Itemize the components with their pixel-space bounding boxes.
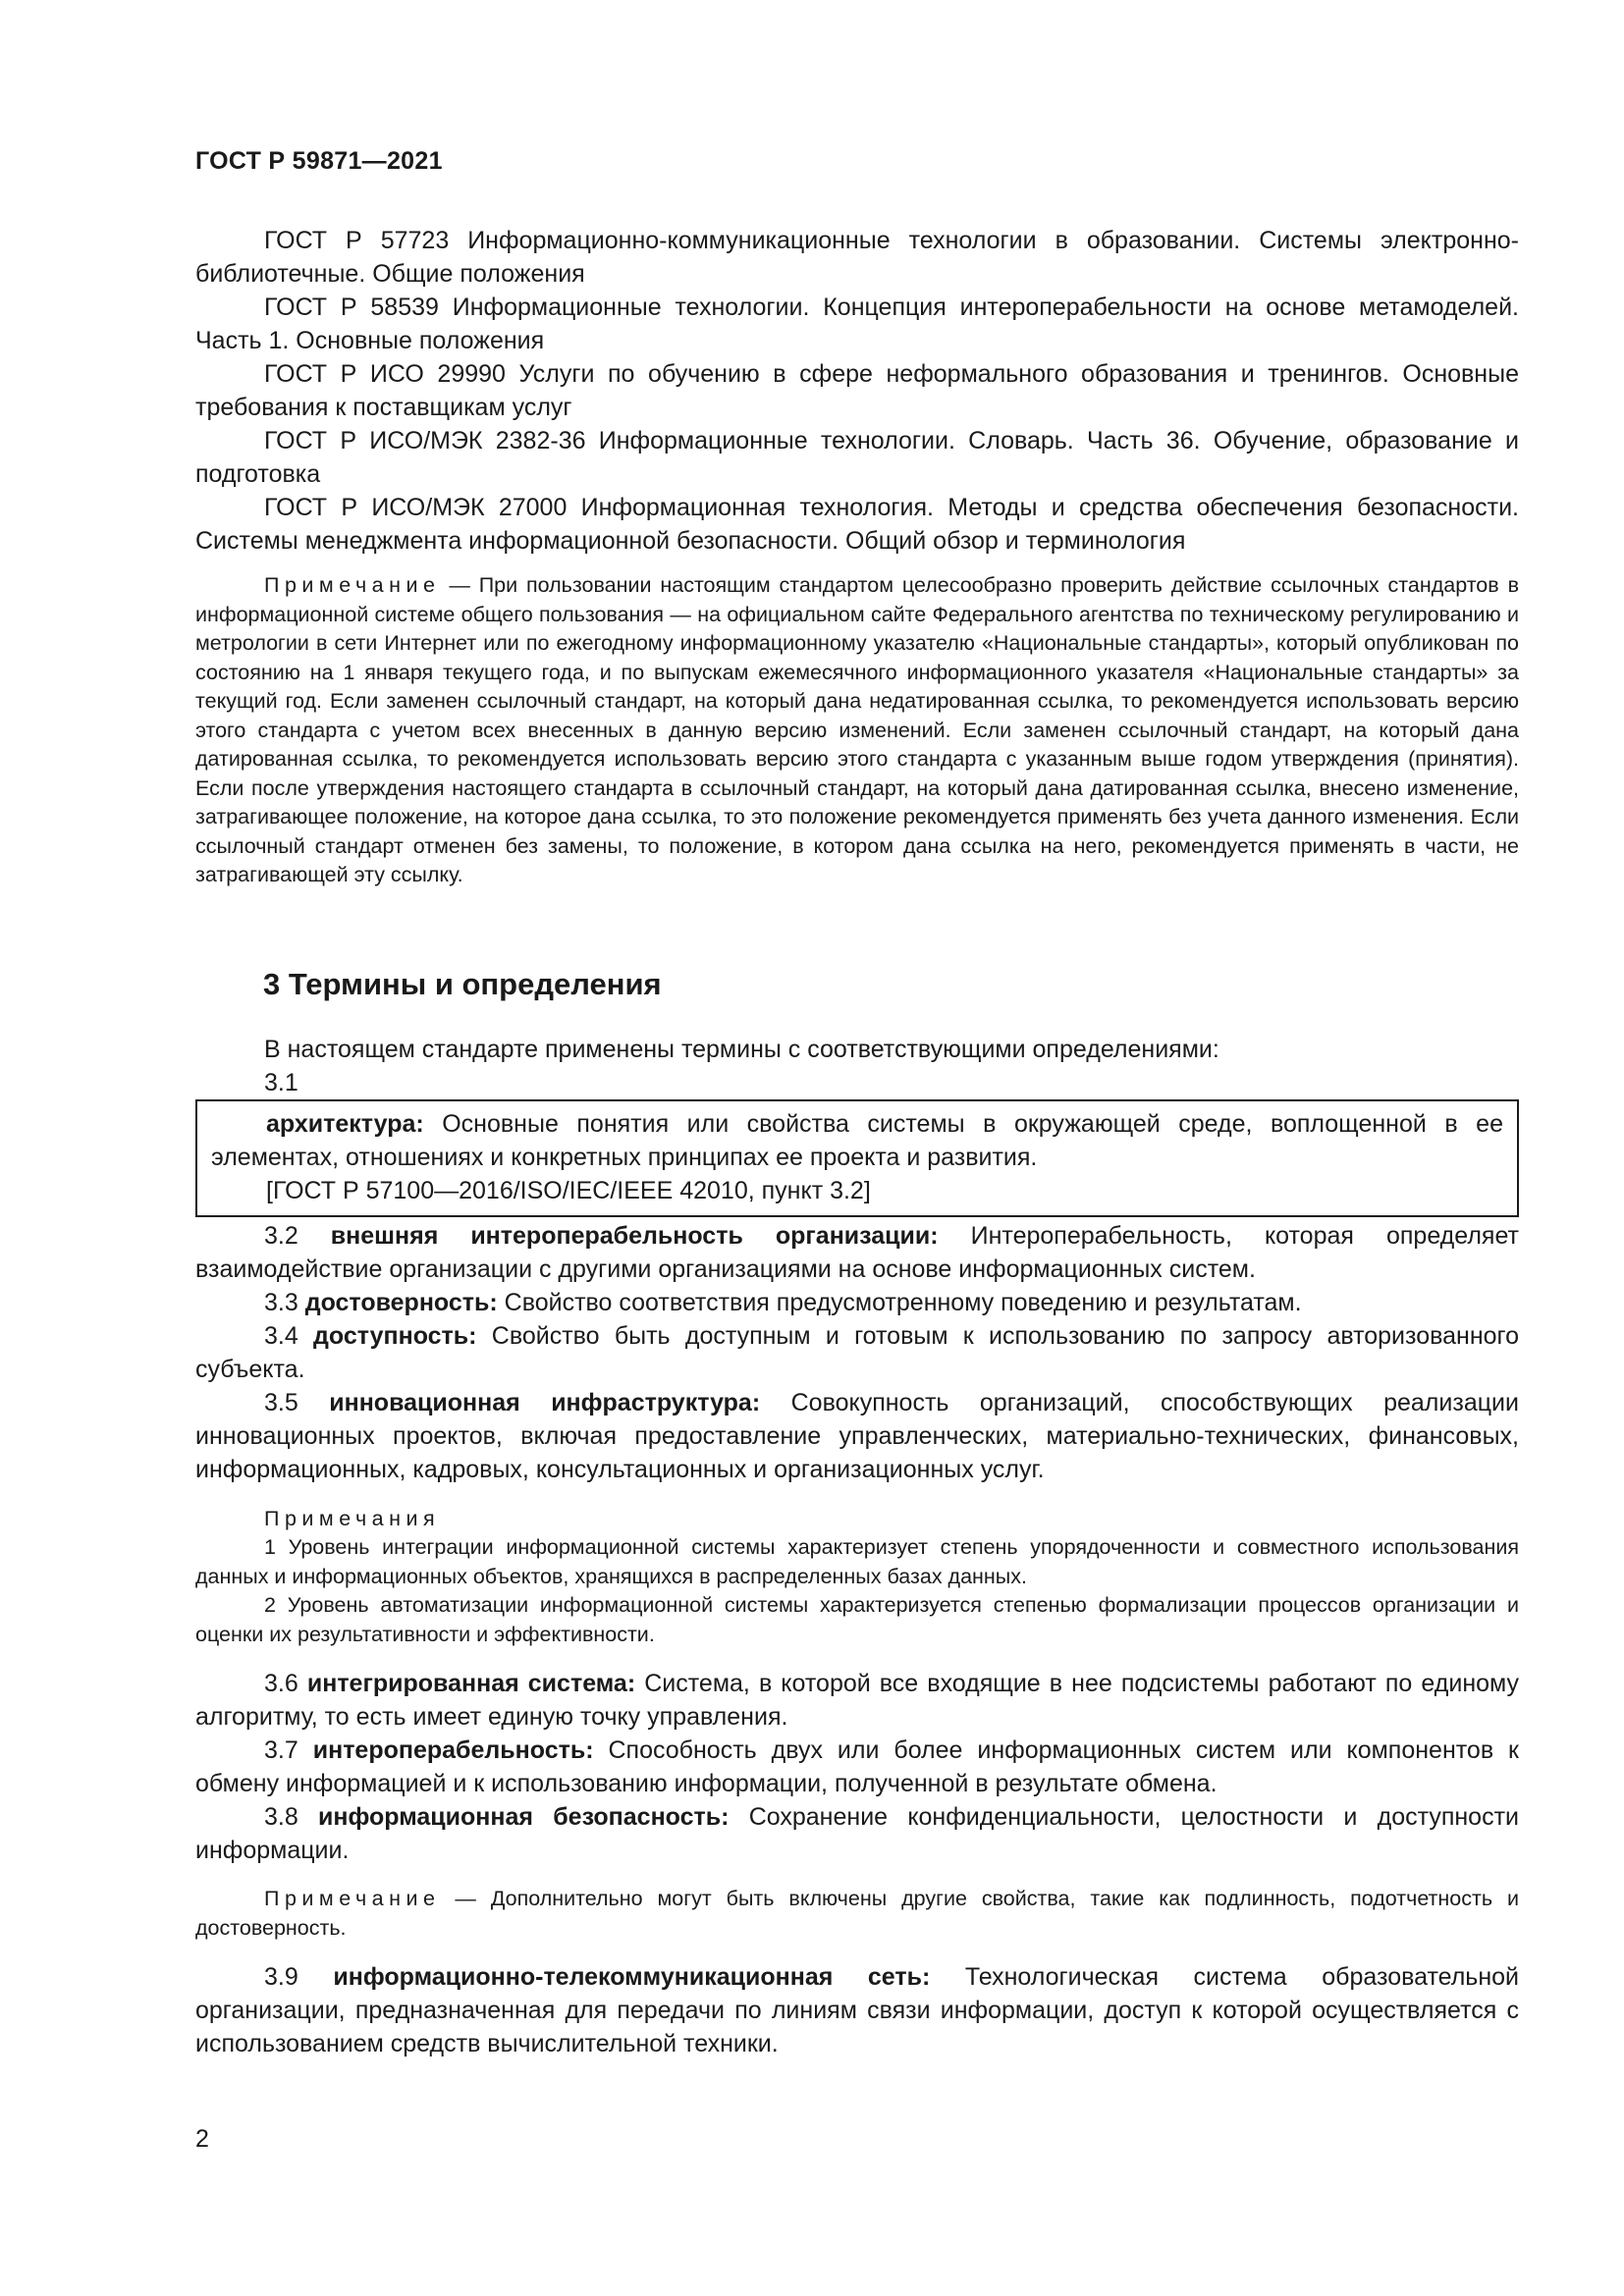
reference-item: ГОСТ Р ИСО/МЭК 27000 Информационная технология. Методы и средства обеспечения безопасности. Системы менеджмента информационной безопасности. Общий обзор и терминология <box>195 494 1519 555</box>
term-3-5 <box>195 1386 1519 1486</box>
term-number-3-1: 3.1 <box>264 1069 298 1096</box>
term-definition: Свойство быть доступным и готовым к использованию по запросу авторизованного субъекта. <box>195 1322 1519 1383</box>
term-definition: Основные понятия или свойства системы в окружающей среде, воплощенной в ее элементах, отношениях и конкретных принципах ее проекта и развития. <box>211 1110 1503 1171</box>
term-name: архитектура: <box>266 1110 424 1138</box>
term-3-7 <box>195 1734 1519 1800</box>
term-number: 3.3 <box>264 1289 305 1316</box>
term-3-8 <box>195 1800 1519 1867</box>
reference-item: ГОСТ Р 58539 Информационные технологии. Концепция интероперабельности на основе метамоделей. Часть 1. Основные положения <box>195 294 1519 354</box>
term-name: внешняя интероперабельность организации: <box>330 1222 939 1250</box>
term-number: 3.7 <box>264 1736 313 1764</box>
terms-group-a <box>195 1219 1519 1486</box>
term-name: достоверность: <box>304 1289 498 1316</box>
document-header: ГОСТ Р 59871—2021 <box>195 147 443 175</box>
term-number: 3.4 <box>264 1322 314 1350</box>
page-number: 2 <box>195 2125 209 2153</box>
terms-section <box>195 1033 1519 2060</box>
section-title: 3 Термины и определения <box>263 967 662 1001</box>
term-box-3-1 <box>195 1099 1519 1217</box>
term-number: 3.9 <box>264 1963 334 1991</box>
term-3-1 <box>211 1107 1503 1174</box>
term-name: информационная безопасность: <box>318 1803 730 1831</box>
note-text: — Дополнительно могут быть включены другие свойства, такие как подлинность, подотчетность и достоверность. <box>195 1887 1519 1940</box>
term-definition: Совокупность организаций, способствующих реализации инновационных проектов, включая предоставление управленческих, материально-технических, финансовых, информационных, кадровых, консультационных и организационных услуг. <box>195 1389 1519 1483</box>
note-item: 2 Уровень автоматизации информационной системы характеризуется степенью формализации процессов организации и оценки их результативности и эффективности. <box>195 1593 1519 1646</box>
terms-group-b <box>195 1667 1519 1867</box>
term-3-9 <box>195 1960 1519 2060</box>
note-text: — При пользовании настоящим стандартом целесообразно проверить действие ссылочных стандартов в информационной системе общего пользования — на официальном сайте Федерального агентства по техническому регулированию и метрологии в сети Интернет или по ежегодному информационному указателю «Национальные стандарты», который опубликован по состоянию на 1 января текущего года, и по выпускам ежемесячного информационного указателя «Национальные стандарты» за текущий год. Если заменен ссылочный стандарт, на который дана недатированная ссылка, то рекомендуется использовать версию этого стандарта с учетом всех внесенных в данную версию изменений. Если заменен ссылочный стандарт, на который дана датированная ссылка, то рекомендуется использовать версию этого стандарта с указанным выше годом утверждения (принятия). Если после утверждения настоящего стандарта в ссылочный стандарт, на который дана датированная ссылка, внесено изменение, затрагивающее положение, на которое дана ссылка, то это положение рекомендуется применять без учета данного изменения. Если ссылочный стандарт отменен без замены, то положение, в котором дана ссылка на него, рекомендуется применять в части, не затрагивающей эту ссылку. <box>195 573 1519 886</box>
term-number: 3.8 <box>264 1803 318 1831</box>
term-name: интероперабельность: <box>312 1736 594 1764</box>
term-3-2 <box>195 1219 1519 1286</box>
notes-3-5 <box>195 1504 1519 1649</box>
term-number: 3.5 <box>264 1389 330 1416</box>
note-3-8 <box>195 1885 1519 1943</box>
note-label: Примечание <box>264 1887 441 1910</box>
reference-item: ГОСТ Р ИСО/МЭК 2382-36 Информационные технологии. Словарь. Часть 36. Обучение, образование и подготовка <box>195 427 1519 488</box>
term-name: информационно-телекоммуникационная сеть: <box>333 1963 931 1991</box>
notes-label: Примечания <box>264 1507 441 1530</box>
note-item: 1 Уровень интеграции информационной системы характеризует степень упорядоченности и совместного использования данных и информационных объектов, хранящихся в распределенных базах данных. <box>195 1535 1519 1588</box>
term-name: интегрированная система: <box>306 1670 636 1697</box>
term-3-6 <box>195 1667 1519 1734</box>
term-name: доступность: <box>313 1322 477 1350</box>
section-intro: В настоящем стандарте применены термины с соответствующими определениями: <box>264 1036 1219 1063</box>
term-number: 3.2 <box>264 1222 331 1250</box>
reference-item: ГОСТ Р ИСО 29990 Услуги по обучению в сфере неформального образования и тренингов. Основные требования к поставщикам услуг <box>195 360 1519 421</box>
term-name: инновационная инфраструктура: <box>329 1389 761 1416</box>
term-definition: Технологическая система образовательной организации, предназначенная для передачи по линиям связи информации, доступ к которой осуществляется с использованием средств вычислительной техники. <box>195 1963 1519 2057</box>
term-definition: Сохранение конфиденциальности, целостности и доступности информации. <box>195 1803 1519 1864</box>
term-3-4 <box>195 1319 1519 1386</box>
references-note <box>195 571 1519 890</box>
term-definition: Свойство соответствия предусмотренному поведению и результатам. <box>497 1289 1302 1316</box>
note-label: Примечание <box>264 573 441 597</box>
term-definition: Способность двух или более информационных систем или компонентов к обмену информацией и к использованию информации, полученной в результате обмена. <box>195 1736 1519 1797</box>
term-definition: Интероперабельность, которая определяет взаимодействие организации с другими организациями на основе информационных систем. <box>195 1222 1519 1283</box>
reference-item: ГОСТ Р 57723 Информационно-коммуникационные технологии в образовании. Системы электронно-библиотечные. Общие положения <box>195 227 1519 288</box>
term-definition: Система, в которой все входящие в нее подсистемы работают по единому алгоритму, то есть имеет единую точку управления. <box>195 1670 1519 1731</box>
term-source: [ГОСТ Р 57100—2016/ISO/IEC/IEEE 42010, пункт 3.2] <box>266 1177 871 1204</box>
term-3-3 <box>195 1286 1519 1319</box>
term-number: 3.6 <box>264 1670 307 1697</box>
normative-references-list <box>195 224 1519 890</box>
